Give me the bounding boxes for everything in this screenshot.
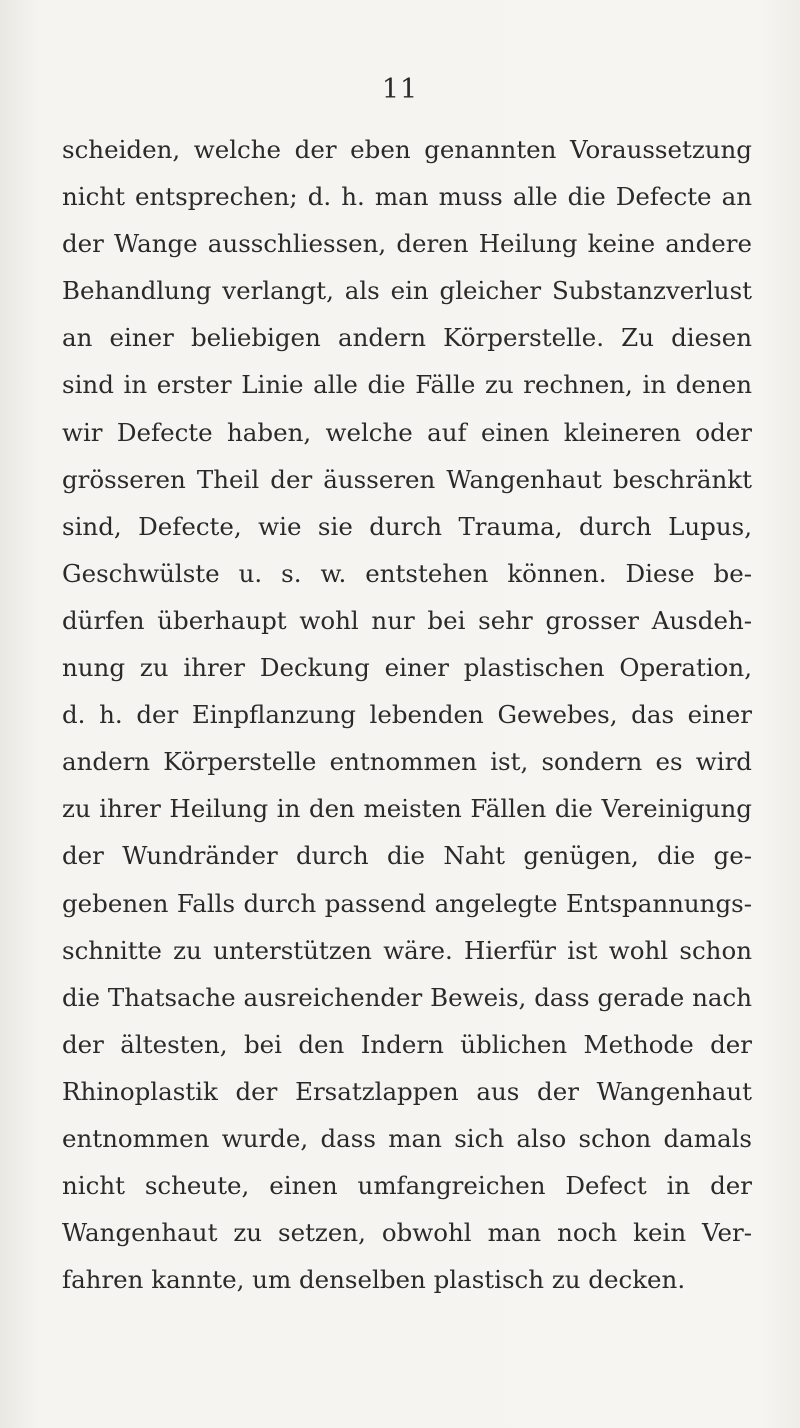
body-paragraph xyxy=(62,126,752,1303)
text-line: die Thatsache ausreichender Beweis, dass gerade nach xyxy=(62,982,752,1012)
text-line: andern Körperstelle entnommen ist, sondern es wird xyxy=(62,747,752,777)
text-line: grösseren Theil der äusseren Wangenhaut beschränkt xyxy=(62,464,752,494)
text-line: Rhinoplastik der Ersatzlappen aus der Wangenhaut xyxy=(62,1076,752,1106)
text-line: entnommen wurde, dass man sich also schon damals xyxy=(62,1123,752,1153)
text-line: d. h. der Einpflanzung lebenden Gewebes, das einer xyxy=(62,700,752,730)
text-line: an einer beliebigen andern Körperstelle. Zu diesen xyxy=(62,323,752,353)
text-line: nicht scheute, einen umfangreichen Defect in der xyxy=(62,1171,752,1201)
text-line: dürfen überhaupt wohl nur bei sehr grosser Ausdeh- xyxy=(62,605,752,635)
text-line: zu ihrer Heilung in den meisten Fällen die Vereinigung xyxy=(62,794,752,824)
text-line: scheiden, welche der eben genannten Voraussetzung xyxy=(62,135,752,164)
text-line: Geschwülste u. s. w. entstehen können. Diese be- xyxy=(62,558,752,588)
text-line: wir Defecte haben, welche auf einen kleineren oder xyxy=(62,417,752,447)
text-line: sind in erster Linie alle die Fälle zu rechnen, in denen xyxy=(62,370,752,400)
text-line: nung zu ihrer Deckung einer plastischen Operation, xyxy=(62,653,752,683)
text-line: sind, Defecte, wie sie durch Trauma, durch Lupus, xyxy=(62,511,752,541)
text-line: Behandlung verlangt, als ein gleicher Substanzverlust xyxy=(62,276,752,306)
text-line: schnitte zu unterstützen wäre. Hierfür ist wohl schon xyxy=(62,935,752,965)
text-line: nicht entsprechen; d. h. man muss alle die Defecte an xyxy=(62,182,752,212)
text-line: Wangenhaut zu setzen, obwohl man noch kein Ver- xyxy=(62,1218,752,1248)
text-line: der Wange ausschliessen, deren Heilung keine andere xyxy=(62,229,752,259)
text-line: der Wundränder durch die Naht genügen, die ge- xyxy=(62,841,752,871)
text-line: gebenen Falls durch passend angelegte Entspannungs- xyxy=(62,888,752,918)
text-line: fahren kannte, um denselben plastisch zu decken. xyxy=(62,1265,686,1295)
page-number: 11 xyxy=(381,74,419,105)
text-line: der ältesten, bei den Indern üblichen Methode der xyxy=(62,1029,752,1059)
